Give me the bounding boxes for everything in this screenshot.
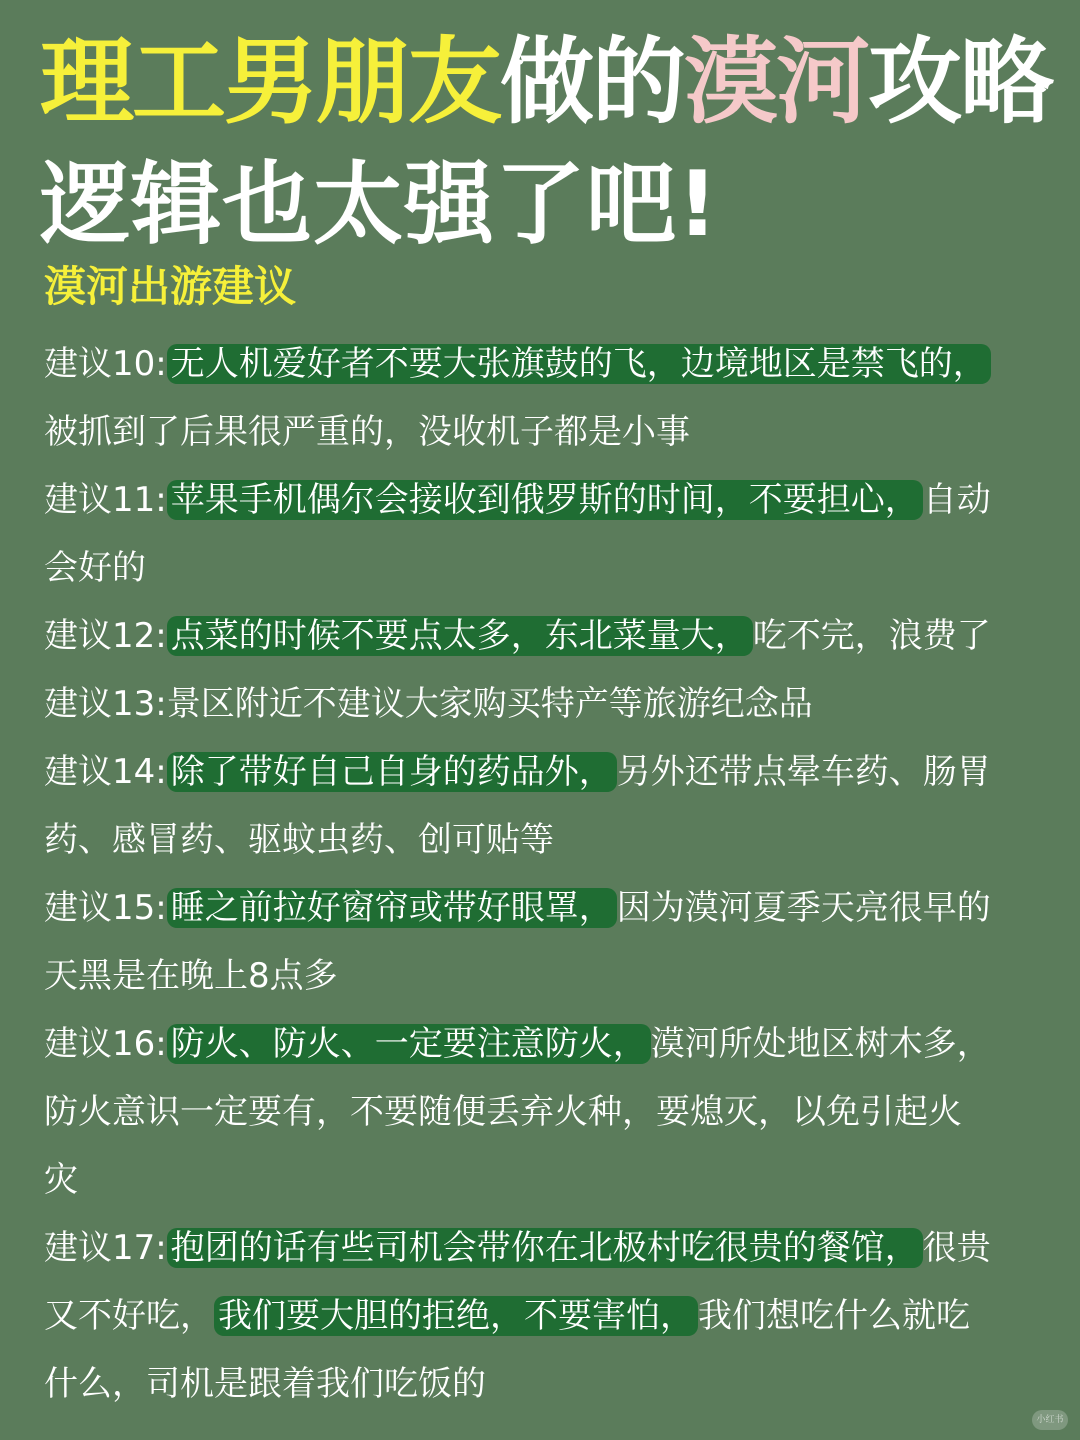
advice-text: 又不好吃， bbox=[44, 1296, 214, 1336]
highlighted-text: 抱团的话有些司机会带你在北极村吃很贵的餐馆， bbox=[167, 1228, 923, 1268]
advice-line bbox=[44, 1292, 970, 1340]
advice-text: 建议12: bbox=[44, 616, 167, 656]
advice-line bbox=[44, 612, 991, 660]
advice-text: 漠河所处地区树木多， bbox=[650, 1024, 991, 1064]
title-line-2: 逻辑也太强了吧! bbox=[40, 152, 720, 257]
title-line-1 bbox=[40, 28, 1053, 137]
advice-text: 吃不完，浪费了 bbox=[752, 616, 991, 656]
advice-line bbox=[44, 1224, 991, 1272]
highlighted-text: 点菜的时候不要点太多，东北菜量大， bbox=[167, 616, 753, 656]
advice-line bbox=[44, 476, 991, 524]
advice-line bbox=[44, 340, 991, 388]
highlighted-text: 防火、防火、一定要注意防火， bbox=[167, 1024, 651, 1064]
advice-line bbox=[44, 748, 991, 796]
advice-line bbox=[44, 816, 554, 864]
advice-text: 因为漠河夏季天亮很早的 bbox=[616, 888, 991, 928]
advice-line bbox=[44, 952, 338, 1000]
advice-text: 被抓到了后果很严重的，没收机子都是小事 bbox=[44, 412, 690, 452]
highlighted-text: 苹果手机偶尔会接收到俄罗斯的时间，不要担心， bbox=[167, 480, 923, 520]
advice-line bbox=[44, 1088, 962, 1136]
advice-line bbox=[44, 408, 690, 456]
title-segment: 漠河 bbox=[684, 28, 869, 137]
advice-text: 很贵 bbox=[922, 1228, 991, 1268]
advice-text: 建议15: bbox=[44, 888, 167, 928]
title-segment: 理工男朋友 bbox=[40, 28, 501, 137]
highlighted-text: 我们要大胆的拒绝，不要害怕， bbox=[214, 1296, 698, 1336]
advice-text: 另外还带点晕车药、肠胃 bbox=[616, 752, 991, 792]
advice-text: 天黑是在晚上8点多 bbox=[44, 956, 338, 996]
advice-text: 自动 bbox=[922, 480, 991, 520]
highlighted-text: 无人机爱好者不要大张旗鼓的飞，边境地区是禁飞的， bbox=[167, 344, 991, 384]
advice-text: 建议11: bbox=[44, 480, 167, 520]
advice-line bbox=[44, 680, 813, 728]
advice-text: 建议10: bbox=[44, 344, 167, 384]
watermark-badge: 小红书 bbox=[1032, 1410, 1068, 1430]
advice-line bbox=[44, 1360, 486, 1408]
advice-line bbox=[44, 544, 146, 592]
advice-text: 建议16: bbox=[44, 1024, 167, 1064]
title-segment: 做的 bbox=[500, 28, 685, 137]
advice-text: 会好的 bbox=[44, 548, 146, 588]
advice-line bbox=[44, 1020, 991, 1068]
advice-text: 建议13:景区附近不建议大家购买特产等旅游纪念品 bbox=[44, 684, 813, 724]
advice-line bbox=[44, 884, 991, 932]
advice-text: 防火意识一定要有，不要随便丢弃火种，要熄灭，以免引起火 bbox=[44, 1092, 962, 1132]
highlighted-text: 除了带好自己自身的药品外， bbox=[167, 752, 617, 792]
advice-text: 建议14: bbox=[44, 752, 167, 792]
title-segment: 攻略 bbox=[868, 28, 1053, 137]
advice-text: 我们想吃什么就吃 bbox=[698, 1296, 970, 1336]
advice-text: 药、感冒药、驱蚊虫药、创可贴等 bbox=[44, 820, 554, 860]
advice-line bbox=[44, 1156, 78, 1204]
advice-text: 建议17: bbox=[44, 1228, 167, 1268]
advice-text: 灾 bbox=[44, 1160, 78, 1200]
subtitle: 漠河出游建议 bbox=[44, 262, 297, 311]
advice-text: 什么，司机是跟着我们吃饭的 bbox=[44, 1364, 486, 1404]
highlighted-text: 睡之前拉好窗帘或带好眼罩， bbox=[167, 888, 617, 928]
